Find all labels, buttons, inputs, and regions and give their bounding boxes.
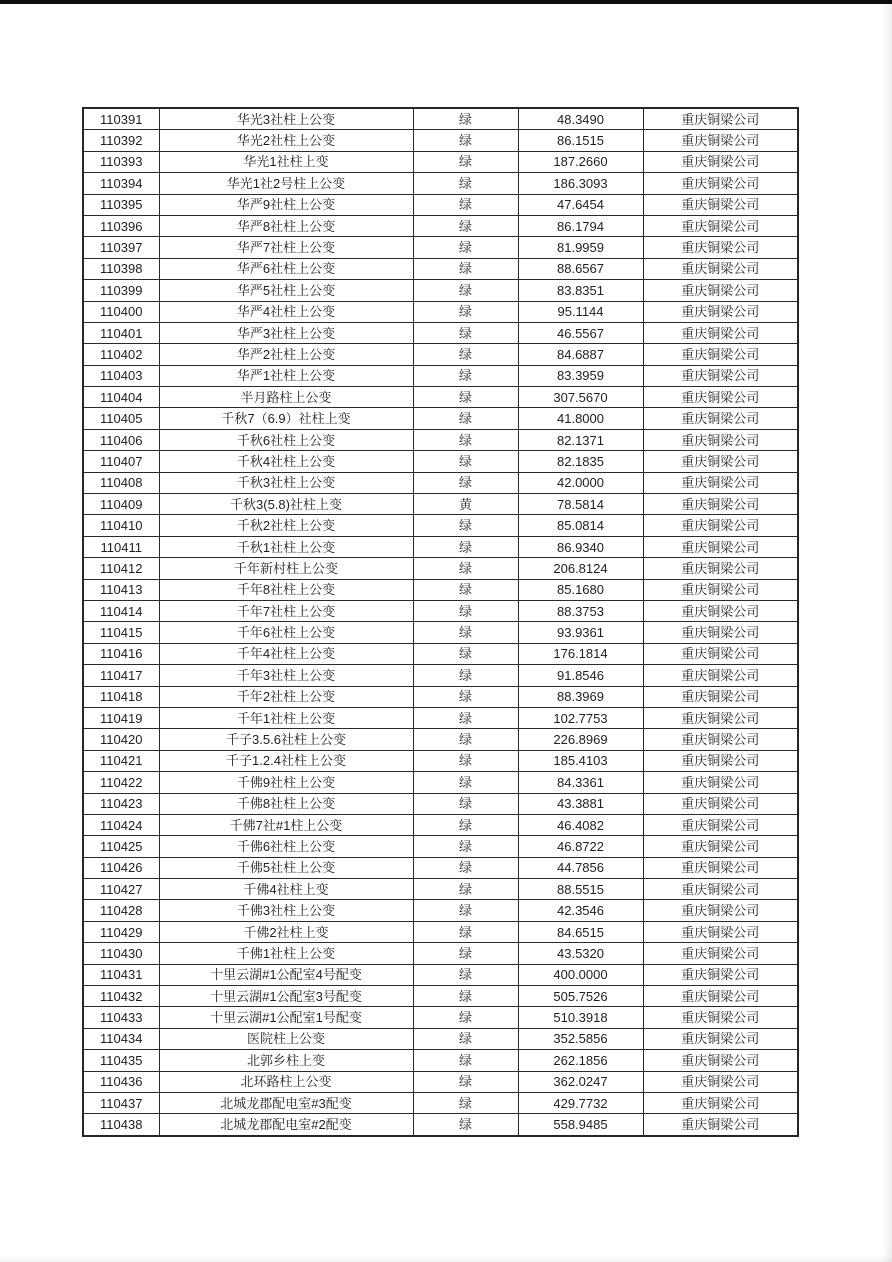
cell-name: 十里云湖#1公配室4号配变 [159, 964, 413, 985]
cell-status: 绿 [413, 1092, 518, 1113]
cell-status: 绿 [413, 344, 518, 365]
cell-status: 绿 [413, 986, 518, 1007]
cell-id: 110437 [83, 1092, 159, 1113]
cell-name: 北城龙郡配电室#3配变 [159, 1092, 413, 1113]
cell-company: 重庆铜梁公司 [643, 665, 798, 686]
cell-status: 绿 [413, 836, 518, 857]
cell-id: 110436 [83, 1071, 159, 1092]
cell-value: 46.4082 [518, 814, 643, 835]
cell-name: 千佛5社柱上公变 [159, 857, 413, 878]
cell-status: 绿 [413, 515, 518, 536]
cell-status: 绿 [413, 365, 518, 386]
cell-status: 绿 [413, 472, 518, 493]
cell-status: 绿 [413, 665, 518, 686]
cell-name: 华光3社柱上公变 [159, 108, 413, 130]
cell-id: 110422 [83, 772, 159, 793]
cell-id: 110417 [83, 665, 159, 686]
cell-company: 重庆铜梁公司 [643, 280, 798, 301]
cell-company: 重庆铜梁公司 [643, 494, 798, 515]
cell-id: 110391 [83, 108, 159, 130]
cell-status: 绿 [413, 772, 518, 793]
cell-value: 48.3490 [518, 108, 643, 130]
cell-company: 重庆铜梁公司 [643, 515, 798, 536]
cell-company: 重庆铜梁公司 [643, 750, 798, 771]
cell-company: 重庆铜梁公司 [643, 836, 798, 857]
cell-status: 绿 [413, 943, 518, 964]
cell-name: 华光1社柱上变 [159, 151, 413, 172]
cell-id: 110426 [83, 857, 159, 878]
table-row [83, 1007, 798, 1028]
cell-value: 429.7732 [518, 1092, 643, 1113]
cell-value: 84.6515 [518, 921, 643, 942]
table-row [83, 280, 798, 301]
cell-status: 绿 [413, 1050, 518, 1071]
table-row [83, 494, 798, 515]
cell-id: 110421 [83, 750, 159, 771]
cell-id: 110424 [83, 814, 159, 835]
cell-id: 110429 [83, 921, 159, 942]
cell-status: 绿 [413, 964, 518, 985]
cell-company: 重庆铜梁公司 [643, 900, 798, 921]
cell-status: 绿 [413, 707, 518, 728]
table-row [83, 151, 798, 172]
cell-value: 86.9340 [518, 536, 643, 557]
page-edge-shadow-bottom [0, 1254, 892, 1262]
cell-status: 绿 [413, 814, 518, 835]
cell-status: 绿 [413, 857, 518, 878]
cell-id: 110403 [83, 365, 159, 386]
cell-name: 华严8社柱上公变 [159, 215, 413, 236]
cell-name: 千佛9社柱上公变 [159, 772, 413, 793]
cell-value: 42.3546 [518, 900, 643, 921]
cell-name: 千秋3社柱上公变 [159, 472, 413, 493]
cell-id: 110410 [83, 515, 159, 536]
cell-status: 绿 [413, 1071, 518, 1092]
cell-name: 华严4社柱上公变 [159, 301, 413, 322]
table-row [83, 215, 798, 236]
cell-company: 重庆铜梁公司 [643, 686, 798, 707]
cell-status: 绿 [413, 879, 518, 900]
cell-id: 110412 [83, 558, 159, 579]
cell-id: 110415 [83, 622, 159, 643]
transformer-table [82, 107, 799, 1137]
cell-id: 110425 [83, 836, 159, 857]
cell-status: 绿 [413, 387, 518, 408]
cell-company: 重庆铜梁公司 [643, 943, 798, 964]
cell-value: 41.8000 [518, 408, 643, 429]
cell-company: 重庆铜梁公司 [643, 600, 798, 621]
table-row [83, 836, 798, 857]
cell-value: 186.3093 [518, 173, 643, 194]
cell-id: 110419 [83, 707, 159, 728]
cell-company: 重庆铜梁公司 [643, 365, 798, 386]
page-top-edge-bar [0, 0, 892, 4]
table-row [83, 387, 798, 408]
cell-value: 86.1794 [518, 215, 643, 236]
cell-company: 重庆铜梁公司 [643, 151, 798, 172]
cell-name: 千佛8社柱上公变 [159, 793, 413, 814]
cell-company: 重庆铜梁公司 [643, 558, 798, 579]
table-row [83, 665, 798, 686]
cell-name: 半月路柱上公变 [159, 387, 413, 408]
cell-name: 千秋4社柱上公变 [159, 451, 413, 472]
cell-company: 重庆铜梁公司 [643, 964, 798, 985]
cell-status: 绿 [413, 237, 518, 258]
cell-company: 重庆铜梁公司 [643, 579, 798, 600]
cell-company: 重庆铜梁公司 [643, 451, 798, 472]
cell-name: 千秋2社柱上公变 [159, 515, 413, 536]
cell-value: 81.9959 [518, 237, 643, 258]
cell-name: 千年2社柱上公变 [159, 686, 413, 707]
cell-value: 83.3959 [518, 365, 643, 386]
cell-id: 110430 [83, 943, 159, 964]
cell-company: 重庆铜梁公司 [643, 1092, 798, 1113]
cell-name: 千年7社柱上公变 [159, 600, 413, 621]
cell-status: 绿 [413, 558, 518, 579]
table-row [83, 301, 798, 322]
table-row [83, 515, 798, 536]
cell-id: 110401 [83, 322, 159, 343]
cell-id: 110434 [83, 1028, 159, 1049]
cell-name: 北郭乡柱上变 [159, 1050, 413, 1071]
cell-value: 86.1515 [518, 130, 643, 151]
table-row [83, 1071, 798, 1092]
cell-company: 重庆铜梁公司 [643, 387, 798, 408]
cell-id: 110413 [83, 579, 159, 600]
cell-id: 110420 [83, 729, 159, 750]
table-row [83, 622, 798, 643]
cell-status: 绿 [413, 451, 518, 472]
cell-id: 110433 [83, 1007, 159, 1028]
cell-value: 85.1680 [518, 579, 643, 600]
cell-status: 绿 [413, 600, 518, 621]
table-row [83, 173, 798, 194]
table-row [83, 1050, 798, 1071]
cell-company: 重庆铜梁公司 [643, 215, 798, 236]
cell-status: 绿 [413, 429, 518, 450]
table-row [83, 921, 798, 942]
cell-id: 110404 [83, 387, 159, 408]
cell-id: 110428 [83, 900, 159, 921]
cell-id: 110396 [83, 215, 159, 236]
table-row [83, 558, 798, 579]
cell-name: 千年1社柱上公变 [159, 707, 413, 728]
cell-value: 43.3881 [518, 793, 643, 814]
cell-id: 110400 [83, 301, 159, 322]
table-row [83, 1028, 798, 1049]
cell-value: 88.6567 [518, 258, 643, 279]
table-row [83, 130, 798, 151]
cell-company: 重庆铜梁公司 [643, 472, 798, 493]
cell-company: 重庆铜梁公司 [643, 408, 798, 429]
table-row [83, 237, 798, 258]
cell-value: 187.2660 [518, 151, 643, 172]
cell-status: 绿 [413, 108, 518, 130]
cell-id: 110432 [83, 986, 159, 1007]
cell-name: 千年8社柱上公变 [159, 579, 413, 600]
cell-company: 重庆铜梁公司 [643, 622, 798, 643]
table-row [83, 365, 798, 386]
cell-value: 362.0247 [518, 1071, 643, 1092]
cell-value: 505.7526 [518, 986, 643, 1007]
table-row [83, 943, 798, 964]
cell-status: 绿 [413, 729, 518, 750]
cell-status: 绿 [413, 151, 518, 172]
cell-id: 110398 [83, 258, 159, 279]
cell-company: 重庆铜梁公司 [643, 344, 798, 365]
cell-status: 绿 [413, 258, 518, 279]
cell-status: 绿 [413, 643, 518, 664]
cell-company: 重庆铜梁公司 [643, 237, 798, 258]
table-row [83, 900, 798, 921]
cell-value: 88.5515 [518, 879, 643, 900]
cell-company: 重庆铜梁公司 [643, 1050, 798, 1071]
cell-company: 重庆铜梁公司 [643, 1071, 798, 1092]
cell-status: 绿 [413, 322, 518, 343]
cell-company: 重庆铜梁公司 [643, 301, 798, 322]
cell-name: 千佛4社柱上变 [159, 879, 413, 900]
cell-company: 重庆铜梁公司 [643, 986, 798, 1007]
cell-value: 400.0000 [518, 964, 643, 985]
cell-status: 绿 [413, 622, 518, 643]
table-row [83, 1114, 798, 1136]
cell-company: 重庆铜梁公司 [643, 536, 798, 557]
cell-id: 110394 [83, 173, 159, 194]
cell-name: 千年6社柱上公变 [159, 622, 413, 643]
cell-value: 262.1856 [518, 1050, 643, 1071]
cell-value: 85.0814 [518, 515, 643, 536]
cell-id: 110397 [83, 237, 159, 258]
cell-status: 绿 [413, 280, 518, 301]
cell-company: 重庆铜梁公司 [643, 729, 798, 750]
cell-id: 110438 [83, 1114, 159, 1136]
table-row [83, 579, 798, 600]
cell-value: 307.5670 [518, 387, 643, 408]
cell-name: 华严9社柱上公变 [159, 194, 413, 215]
cell-name: 华严2社柱上公变 [159, 344, 413, 365]
cell-company: 重庆铜梁公司 [643, 130, 798, 151]
cell-name: 十里云湖#1公配室1号配变 [159, 1007, 413, 1028]
cell-id: 110411 [83, 536, 159, 557]
cell-company: 重庆铜梁公司 [643, 814, 798, 835]
table-body [83, 108, 798, 1136]
cell-id: 110427 [83, 879, 159, 900]
table-row [83, 1092, 798, 1113]
table-row [83, 451, 798, 472]
table-row [83, 772, 798, 793]
cell-status: 绿 [413, 1007, 518, 1028]
table-row [83, 194, 798, 215]
cell-value: 93.9361 [518, 622, 643, 643]
cell-id: 110409 [83, 494, 159, 515]
cell-status: 绿 [413, 1114, 518, 1136]
table-row [83, 729, 798, 750]
cell-id: 110405 [83, 408, 159, 429]
cell-company: 重庆铜梁公司 [643, 194, 798, 215]
cell-value: 206.8124 [518, 558, 643, 579]
table-row [83, 322, 798, 343]
table-row [83, 986, 798, 1007]
cell-value: 44.7856 [518, 857, 643, 878]
table-row [83, 686, 798, 707]
table-row [83, 600, 798, 621]
cell-value: 510.3918 [518, 1007, 643, 1028]
cell-value: 78.5814 [518, 494, 643, 515]
cell-value: 46.8722 [518, 836, 643, 857]
cell-company: 重庆铜梁公司 [643, 879, 798, 900]
cell-name: 医院柱上公变 [159, 1028, 413, 1049]
cell-status: 绿 [413, 301, 518, 322]
table-row [83, 108, 798, 130]
page-edge-shadow-right [882, 0, 892, 1262]
cell-name: 华严6社柱上公变 [159, 258, 413, 279]
table-row [83, 857, 798, 878]
cell-id: 110406 [83, 429, 159, 450]
cell-name: 北城龙郡配电室#2配变 [159, 1114, 413, 1136]
cell-status: 绿 [413, 408, 518, 429]
table-row [83, 344, 798, 365]
cell-name: 千子3.5.6社柱上公变 [159, 729, 413, 750]
cell-status: 绿 [413, 750, 518, 771]
table-row [83, 707, 798, 728]
table-row [83, 429, 798, 450]
cell-name: 千子1.2.4社柱上公变 [159, 750, 413, 771]
cell-value: 84.6887 [518, 344, 643, 365]
cell-status: 绿 [413, 173, 518, 194]
cell-name: 北环路柱上公变 [159, 1071, 413, 1092]
cell-id: 110408 [83, 472, 159, 493]
cell-company: 重庆铜梁公司 [643, 857, 798, 878]
cell-name: 千年3社柱上公变 [159, 665, 413, 686]
cell-id: 110393 [83, 151, 159, 172]
cell-company: 重庆铜梁公司 [643, 429, 798, 450]
cell-status: 绿 [413, 579, 518, 600]
cell-value: 84.3361 [518, 772, 643, 793]
cell-company: 重庆铜梁公司 [643, 258, 798, 279]
cell-status: 绿 [413, 686, 518, 707]
cell-company: 重庆铜梁公司 [643, 1007, 798, 1028]
cell-company: 重庆铜梁公司 [643, 1028, 798, 1049]
cell-value: 95.1144 [518, 301, 643, 322]
cell-name: 华严3社柱上公变 [159, 322, 413, 343]
cell-value: 91.8546 [518, 665, 643, 686]
cell-company: 重庆铜梁公司 [643, 108, 798, 130]
cell-company: 重庆铜梁公司 [643, 1114, 798, 1136]
cell-name: 千佛3社柱上公变 [159, 900, 413, 921]
cell-company: 重庆铜梁公司 [643, 707, 798, 728]
cell-name: 千佛1社柱上公变 [159, 943, 413, 964]
cell-status: 绿 [413, 130, 518, 151]
table-row [83, 793, 798, 814]
cell-value: 88.3969 [518, 686, 643, 707]
cell-id: 110431 [83, 964, 159, 985]
cell-status: 绿 [413, 536, 518, 557]
cell-value: 82.1835 [518, 451, 643, 472]
cell-name: 千秋3(5.8)社柱上变 [159, 494, 413, 515]
cell-id: 110399 [83, 280, 159, 301]
table-row [83, 964, 798, 985]
cell-company: 重庆铜梁公司 [643, 173, 798, 194]
cell-value: 185.4103 [518, 750, 643, 771]
cell-name: 华严1社柱上公变 [159, 365, 413, 386]
cell-value: 352.5856 [518, 1028, 643, 1049]
cell-company: 重庆铜梁公司 [643, 921, 798, 942]
cell-name: 华光2社柱上公变 [159, 130, 413, 151]
cell-name: 千秋7（6.9）社柱上变 [159, 408, 413, 429]
cell-name: 十里云湖#1公配室3号配变 [159, 986, 413, 1007]
cell-status: 黄 [413, 494, 518, 515]
cell-name: 千秋6社柱上公变 [159, 429, 413, 450]
cell-company: 重庆铜梁公司 [643, 772, 798, 793]
cell-name: 千佛2社柱上变 [159, 921, 413, 942]
cell-id: 110407 [83, 451, 159, 472]
cell-status: 绿 [413, 194, 518, 215]
cell-value: 47.6454 [518, 194, 643, 215]
cell-company: 重庆铜梁公司 [643, 793, 798, 814]
table-row [83, 472, 798, 493]
cell-name: 千年新村柱上公变 [159, 558, 413, 579]
cell-value: 176.1814 [518, 643, 643, 664]
table-row [83, 879, 798, 900]
cell-id: 110418 [83, 686, 159, 707]
cell-name: 千秋1社柱上公变 [159, 536, 413, 557]
cell-status: 绿 [413, 793, 518, 814]
cell-id: 110392 [83, 130, 159, 151]
cell-value: 46.5567 [518, 322, 643, 343]
table-row [83, 408, 798, 429]
cell-id: 110414 [83, 600, 159, 621]
cell-id: 110435 [83, 1050, 159, 1071]
cell-name: 千佛6社柱上公变 [159, 836, 413, 857]
cell-status: 绿 [413, 921, 518, 942]
cell-id: 110423 [83, 793, 159, 814]
table-row [83, 750, 798, 771]
cell-status: 绿 [413, 900, 518, 921]
cell-value: 83.8351 [518, 280, 643, 301]
cell-value: 82.1371 [518, 429, 643, 450]
cell-value: 102.7753 [518, 707, 643, 728]
table-row [83, 814, 798, 835]
table-row [83, 258, 798, 279]
cell-status: 绿 [413, 215, 518, 236]
table-row [83, 643, 798, 664]
cell-name: 千年4社柱上公变 [159, 643, 413, 664]
cell-value: 88.3753 [518, 600, 643, 621]
cell-value: 42.0000 [518, 472, 643, 493]
cell-name: 华严5社柱上公变 [159, 280, 413, 301]
cell-value: 558.9485 [518, 1114, 643, 1136]
cell-company: 重庆铜梁公司 [643, 322, 798, 343]
cell-id: 110395 [83, 194, 159, 215]
cell-value: 226.8969 [518, 729, 643, 750]
table-row [83, 536, 798, 557]
cell-company: 重庆铜梁公司 [643, 643, 798, 664]
cell-value: 43.5320 [518, 943, 643, 964]
cell-status: 绿 [413, 1028, 518, 1049]
cell-id: 110416 [83, 643, 159, 664]
cell-id: 110402 [83, 344, 159, 365]
cell-name: 华光1社2号柱上公变 [159, 173, 413, 194]
cell-name: 华严7社柱上公变 [159, 237, 413, 258]
cell-name: 千佛7社#1柱上公变 [159, 814, 413, 835]
